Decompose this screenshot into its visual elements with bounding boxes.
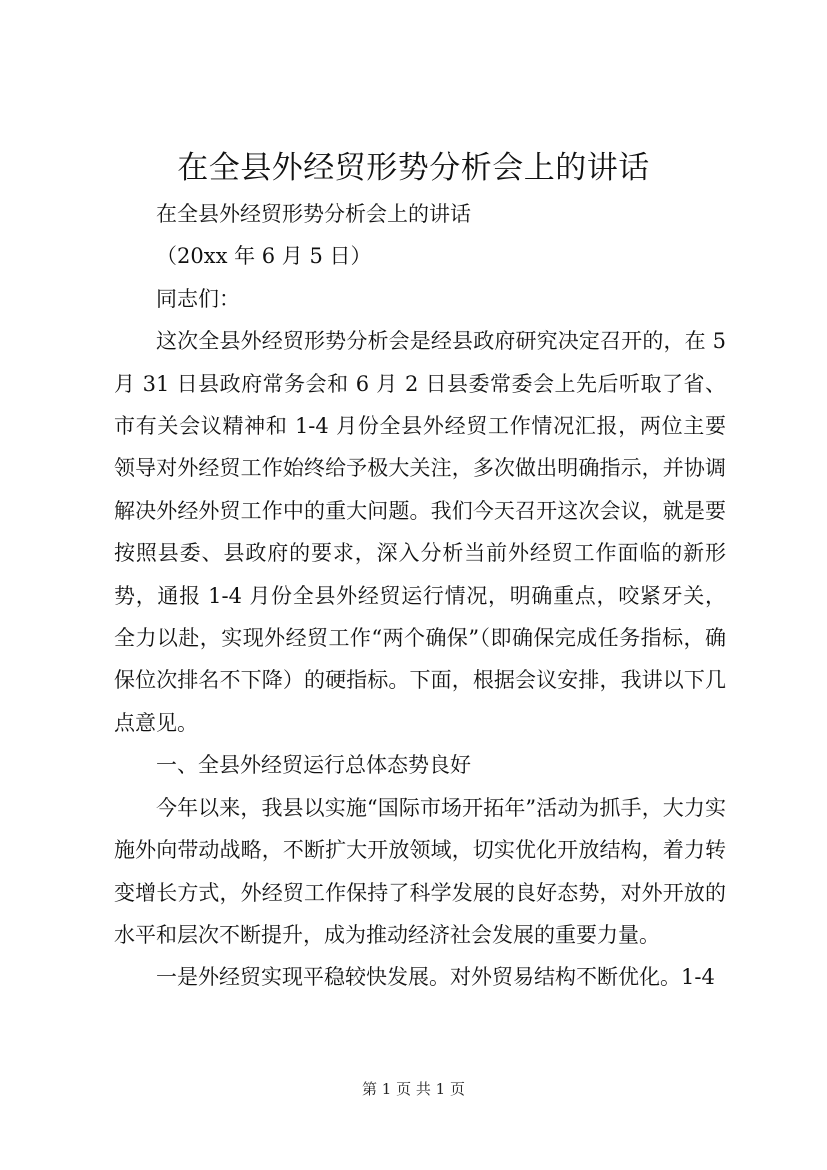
date-line: （20xx 年 6 月 5 日） bbox=[156, 244, 372, 269]
paragraph-overview: 今年以来，我县以实施“国际市场开拓年”活动为抓手，大力实施外向带动战略，不断扩大开放领域，切实优化开放结构，着力转变增长方式，外经贸工作保持了科学发展的良好态势，对外开放的水平和层次不断提升，成为推动经济社会发展的重要力量。 bbox=[114, 795, 726, 947]
section-heading-1: 一、全县外经贸运行总体态势良好 bbox=[156, 753, 471, 778]
paragraph-intro: 这次全县外经贸形势分析会是经县政府研究决定召开的，在 5 月 31 日县政府常务会和 6 月 2 日县委常委会上先后听取了省、市有关会议精神和 1-4 月份全县外经贸工作情况汇报，两位主要领导对外经贸工作始终给予极大关注，多次做出明确指示，并协调解决外经外贸工作中的重大问题。我们今天召开这次会议，就是要按照县委、县政府的要求，深入分析当前外经贸工作面临的新形势，通报 1-4 月份全县外经贸运行情况，明确重点，咬紧牙关，全力以赴，实现外经贸工作“两个确保”（即确保完成任务指标，确保位次排名不下降）的硬指标。下面，根据会议安排，我讲以下几点意见。 bbox=[114, 329, 726, 735]
page-footer: 第 1 页 共 1 页 bbox=[362, 1080, 465, 1098]
document-body bbox=[114, 193, 726, 999]
document-title: 在全县外经贸形势分析会上的讲话 bbox=[177, 150, 650, 186]
paragraph-point-1: 一是外经贸实现平稳较快发展。对外贸易结构不断优化。1-4 bbox=[156, 965, 715, 990]
salutation: 同志们： bbox=[156, 286, 240, 311]
subtitle-line: 在全县外经贸形势分析会上的讲话 bbox=[156, 202, 471, 226]
